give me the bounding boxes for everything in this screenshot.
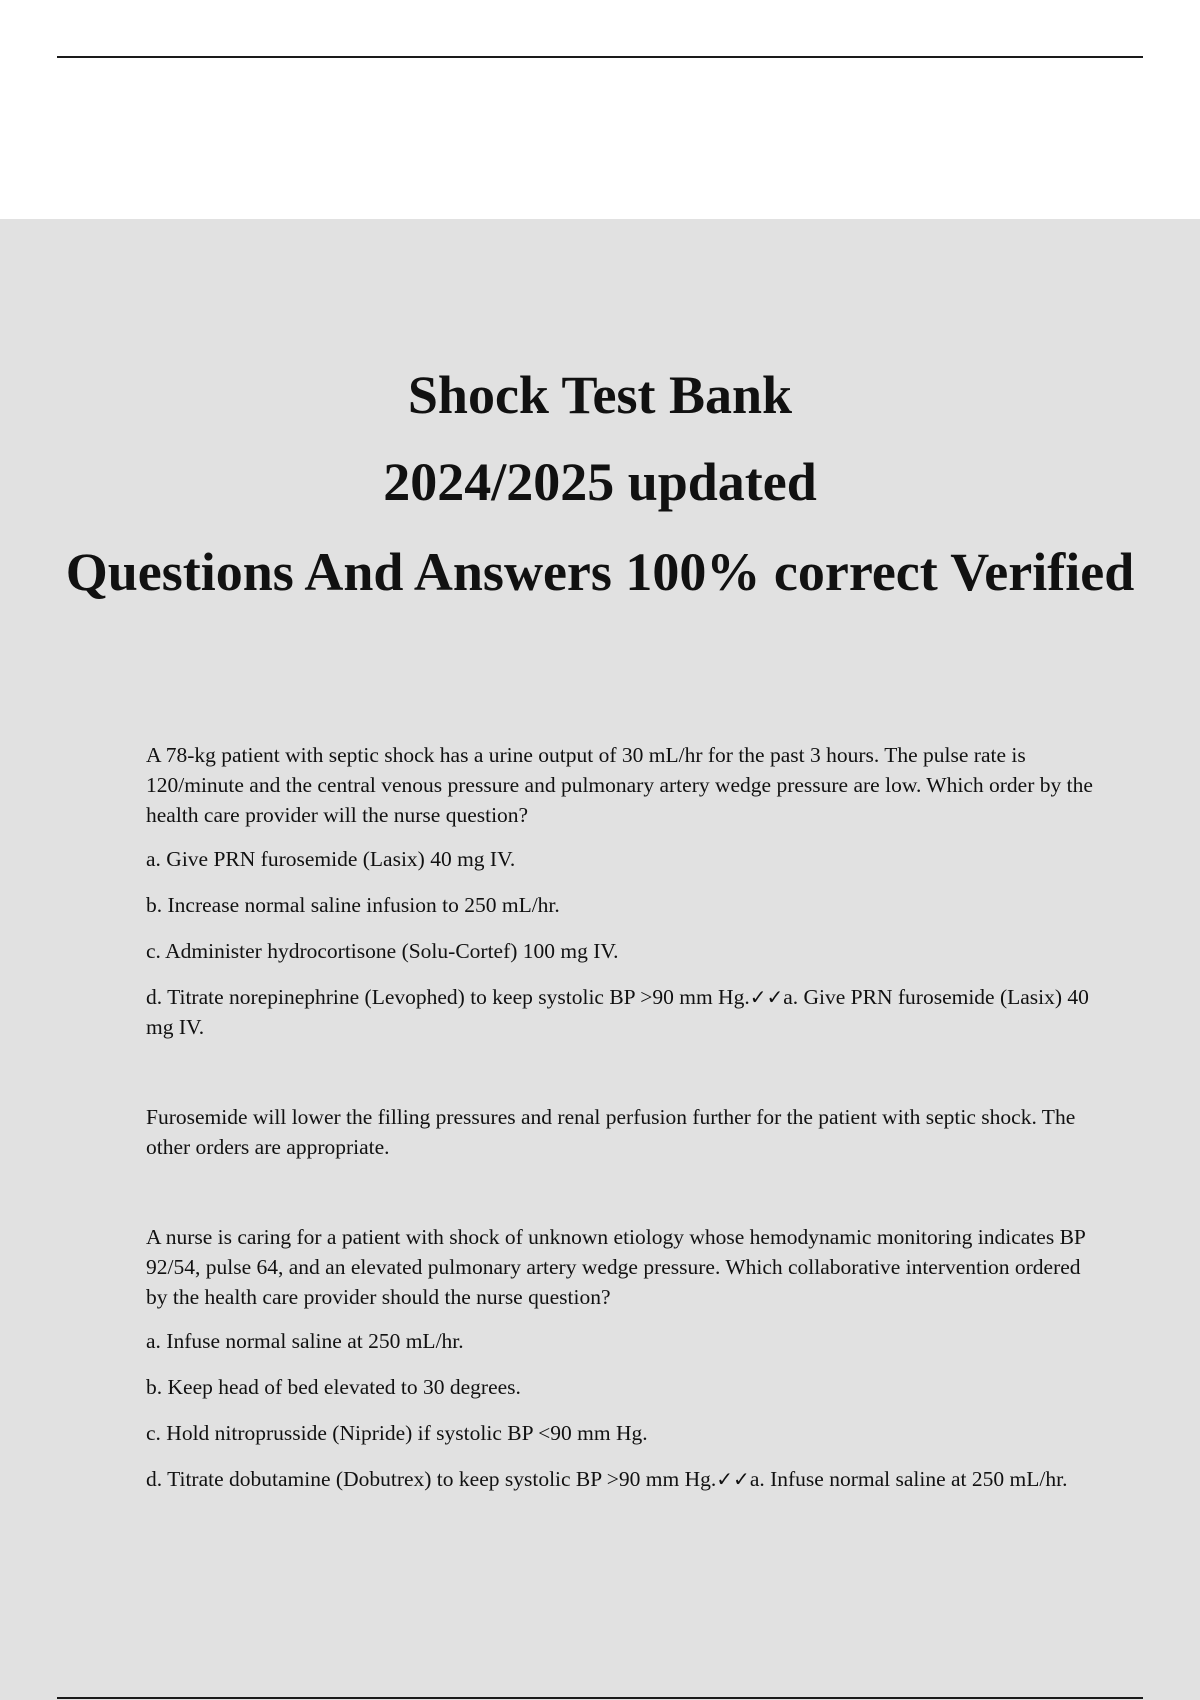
option-b: b. Keep head of bed elevated to 30 degrees. — [146, 1375, 521, 1399]
document-content — [146, 740, 1096, 1494]
question-text: A nurse is caring for a patient with shock of unknown etiology whose hemodynamic monitoring indicates BP 92/54, pulse 64, and an elevated pulmonary artery wedge pressure. Which collaborative intervention ordered by the health care provider should the nurse question? — [146, 1225, 1086, 1309]
rationale: Furosemide will lower the filling pressures and renal perfusion further for the patient with septic shock. The other orders are appropriate. — [146, 1105, 1076, 1159]
document-title — [0, 364, 1200, 606]
question-text: A 78-kg patient with septic shock has a urine output of 30 mL/hr for the past 3 hours. The pulse rate is 120/minute and the central venous pressure and pulmonary artery wedge pressure are low. Which order by the health care provider will the nurse question? — [146, 743, 1093, 827]
answer-text: a. Give PRN furosemide (Lasix) 40 mg IV. — [146, 985, 1089, 1039]
question-1 — [146, 740, 1096, 1162]
option-d-text: d. Titrate norepinephrine (Levophed) to keep systolic BP >90 mm Hg. — [146, 985, 750, 1009]
question-2 — [146, 1222, 1096, 1494]
title-line-3: Questions And Answers 100% correct Verified — [65, 542, 1135, 602]
answer-text: a. Infuse normal saline at 250 mL/hr. — [749, 1467, 1068, 1491]
option-a: a. Give PRN furosemide (Lasix) 40 mg IV. — [146, 847, 516, 871]
checkmark-icon: ✓✓ — [749, 985, 784, 1009]
option-d — [146, 982, 1096, 1042]
option-d-text: d. Titrate dobutamine (Dobutrex) to keep systolic BP >90 mm Hg. — [146, 1467, 717, 1491]
title-line-2: 2024/2025 updated — [383, 452, 817, 512]
option-b: b. Increase normal saline infusion to 250 mL/hr. — [146, 893, 560, 917]
document-page — [0, 219, 1200, 1700]
option-a: a. Infuse normal saline at 250 mL/hr. — [146, 1329, 464, 1353]
top-rule — [57, 56, 1143, 58]
option-c: c. Administer hydrocortisone (Solu-Cortef) 100 mg IV. — [146, 939, 619, 963]
bottom-rule — [57, 1697, 1143, 1699]
checkmark-icon: ✓✓ — [716, 1467, 750, 1491]
title-line-1: Shock Test Bank — [407, 365, 793, 425]
option-c: c. Hold nitroprusside (Nipride) if systolic BP <90 mm Hg. — [146, 1421, 648, 1445]
option-d — [146, 1464, 1096, 1494]
